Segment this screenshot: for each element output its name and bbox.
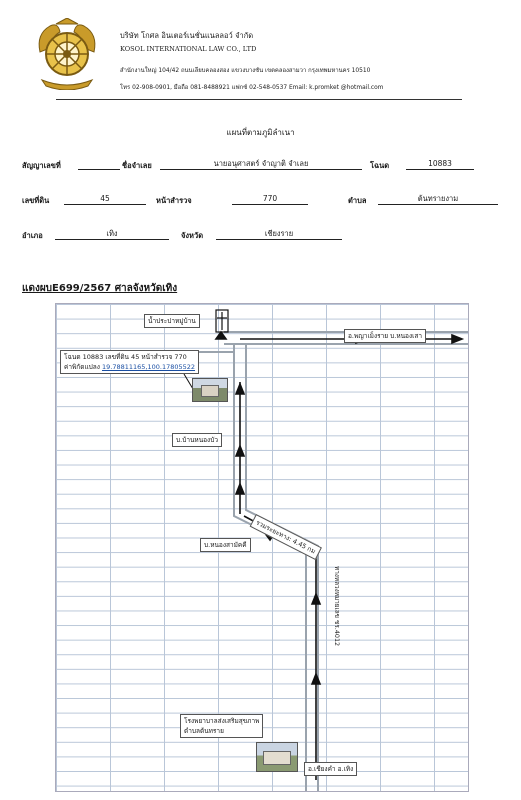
firm-logo xyxy=(32,18,102,90)
survey-label: หน้าสำรวจ xyxy=(156,196,192,205)
province-value: เชียงราย xyxy=(216,228,342,240)
hospital-photo xyxy=(256,742,298,772)
header-divider xyxy=(56,99,462,100)
firm-name-thai: บริษัท โกศล อินเตอร์เนชั่นแนลลอว์ จำกัด xyxy=(120,31,254,40)
deed-label: โฉนด xyxy=(370,161,390,170)
district-label: อำเภอ xyxy=(22,231,43,240)
label-deed-info xyxy=(60,350,199,374)
firm-address: สำนักงานใหญ่ 104/42 ถนนเลียบคลองสอง แขวงบางชัน เขตคลองสามวา กรุงเทพมหานคร 10510 xyxy=(120,68,371,74)
label-route-south: อ.เชียงคำ อ.เทิง xyxy=(304,762,357,776)
debtor-label: ชื่อจำเลย xyxy=(122,161,152,170)
document-title: แผนที่ตามภูมิลำเนา xyxy=(226,128,295,137)
coordinates-link[interactable]: 19.78811165,100.17805522 xyxy=(101,363,196,371)
coordinates-line xyxy=(64,362,195,372)
label-hospital xyxy=(180,714,263,738)
deed-info-line: โฉนด 10883 เลขที่ดิน 45 หน้าสำรวจ 770 xyxy=(64,353,187,361)
hospital-name-line1: โรงพยาบาลส่งเสริมสุขภาพ xyxy=(184,717,260,725)
contract-value xyxy=(78,158,120,170)
label-ban-nong-bua: บ.บ้านหนองบัว xyxy=(172,433,222,447)
deed-value: 10883 xyxy=(406,158,474,170)
province-label: จังหวัด xyxy=(181,231,204,240)
debtor-value: นายอนุศาสตร์ จำญาติ จำเลย xyxy=(160,158,362,170)
label-ban-nong-samakkhi: บ.หนองสามัคคี xyxy=(200,538,251,552)
subdistrict-label: ตำบล xyxy=(348,196,367,205)
tower-icon xyxy=(216,310,228,332)
firm-name-english: KOSOL INTERNATIONAL LAW CO., LTD xyxy=(120,45,257,53)
land-no-label: เลขที่ดิน xyxy=(22,196,50,205)
survey-value: 770 xyxy=(232,193,308,205)
hospital-name-line2: ตำบลต้นทราย xyxy=(184,727,224,735)
subdistrict-value: ต้นทรายงาม xyxy=(378,193,498,205)
district-value: เทิง xyxy=(55,228,169,240)
label-village-water-tower: น้ำประปาหมู่บ้าน xyxy=(144,314,200,328)
house-shape xyxy=(201,385,219,397)
label-total-distance: รวมระยะทาง: 4.45 กม xyxy=(250,514,322,560)
parcel-photo xyxy=(192,378,228,402)
firm-contact: โทร 02-908-0901, มือถือ 081-8488921 แฟกซ์ 02-548-0537 Email: k.promket @hotmail.com xyxy=(120,85,384,91)
label-highway: ทางหลวงหมายเลข ชร.4012 xyxy=(333,566,341,647)
location-map xyxy=(55,303,469,792)
contract-label: สัญญาเลขที่ xyxy=(22,161,61,170)
case-number: แดงผบE699/2567 ศาลจังหวัดเทิง xyxy=(22,283,178,294)
land-no-value: 45 xyxy=(64,193,146,205)
building-shape xyxy=(263,751,291,765)
coordinates-prefix: ค่าพิกัดแปลง xyxy=(64,363,102,371)
label-route-east: อ.พญาเม็งราย บ.หนองเสา xyxy=(344,329,426,343)
